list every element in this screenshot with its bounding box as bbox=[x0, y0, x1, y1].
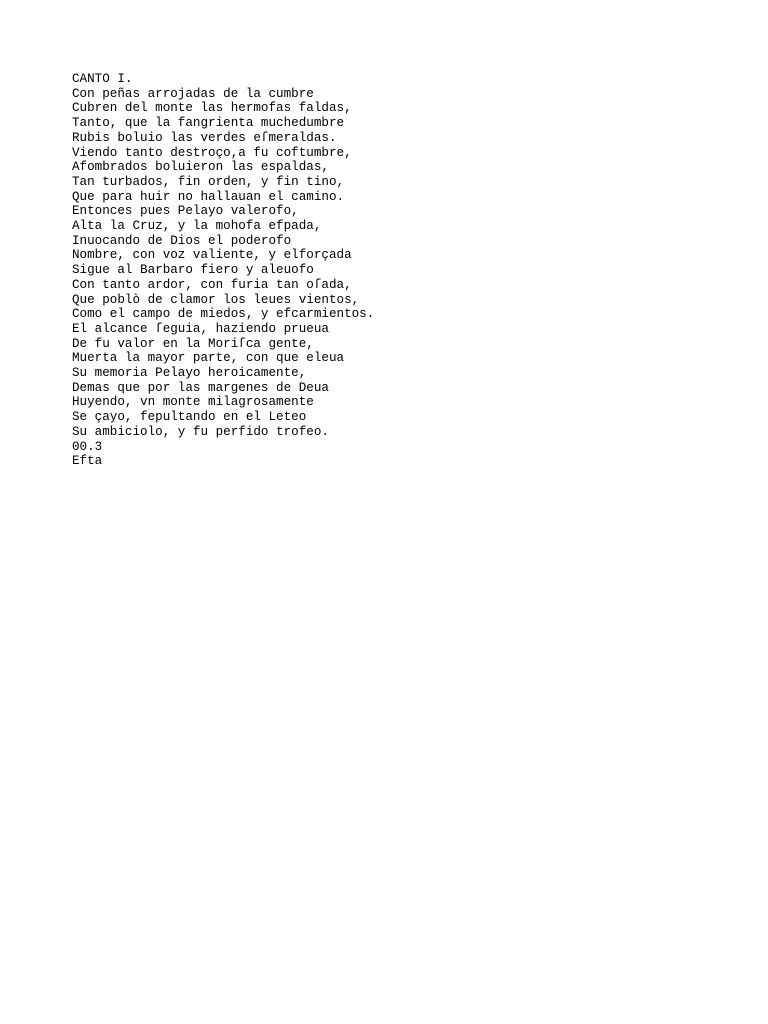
verse-line: Huyendo, vn monte milagrosamente bbox=[72, 395, 314, 410]
document-page bbox=[72, 72, 712, 469]
verse-line: Sigue al Barbaro fiero y aleuofo bbox=[72, 263, 314, 278]
signature-mark: 00.3 bbox=[72, 439, 103, 454]
verse-line: Entonces pues Pelayo valerofo, bbox=[72, 204, 299, 219]
verse-line: Cubren del monte las hermofas faldas, bbox=[72, 101, 352, 116]
verse-line: Su memoria Pelayo heroicamente, bbox=[72, 366, 307, 381]
verse-line: Tanto, que la fangrienta muchedumbre bbox=[72, 116, 345, 131]
verse-line: Viendo tanto destroço,a fu coftumbre, bbox=[72, 145, 352, 160]
verse-line: Nombre, con voz valiente, y elforçada bbox=[72, 248, 352, 263]
verse-line: Demas que por las margenes de Deua bbox=[72, 380, 329, 395]
verse-line: Su ambiciolo, y fu perfido trofeo. bbox=[72, 424, 329, 439]
canto-heading: CANTO I. bbox=[72, 72, 133, 86]
verse-line: De fu valor en la Moriſca gente, bbox=[72, 336, 314, 351]
verse-line: Con tanto ardor, con furia tan oſada, bbox=[72, 277, 352, 292]
verse-line: Inuocando de Dios el poderofo bbox=[72, 233, 292, 248]
verse-line: El alcance ſeguia, haziendo prueua bbox=[72, 321, 329, 336]
verse-line: Tan turbados, fin orden, y fin tino, bbox=[72, 174, 345, 189]
verse-line: Que poblò de clamor los leues vientos, bbox=[72, 292, 360, 307]
verse-line: Como el campo de miedos, y efcarmientos. bbox=[72, 307, 375, 322]
verse-line: Con peñas arrojadas de la cumbre bbox=[72, 86, 314, 101]
catchword: Efta bbox=[72, 454, 103, 469]
verse-line: Alta la Cruz, y la mohofa efpada, bbox=[72, 219, 322, 234]
verse-line: Rubis boluio las verdes eſmeraldas. bbox=[72, 130, 337, 145]
verse-line: Afombrados boluieron las espaldas, bbox=[72, 160, 329, 175]
verse-line: Se çayo, fepultando en el Leteo bbox=[72, 410, 307, 425]
verse-line: Muerta la mayor parte, con que eleua bbox=[72, 351, 345, 366]
verse-line: Que para huir no hallauan el camino. bbox=[72, 189, 345, 204]
